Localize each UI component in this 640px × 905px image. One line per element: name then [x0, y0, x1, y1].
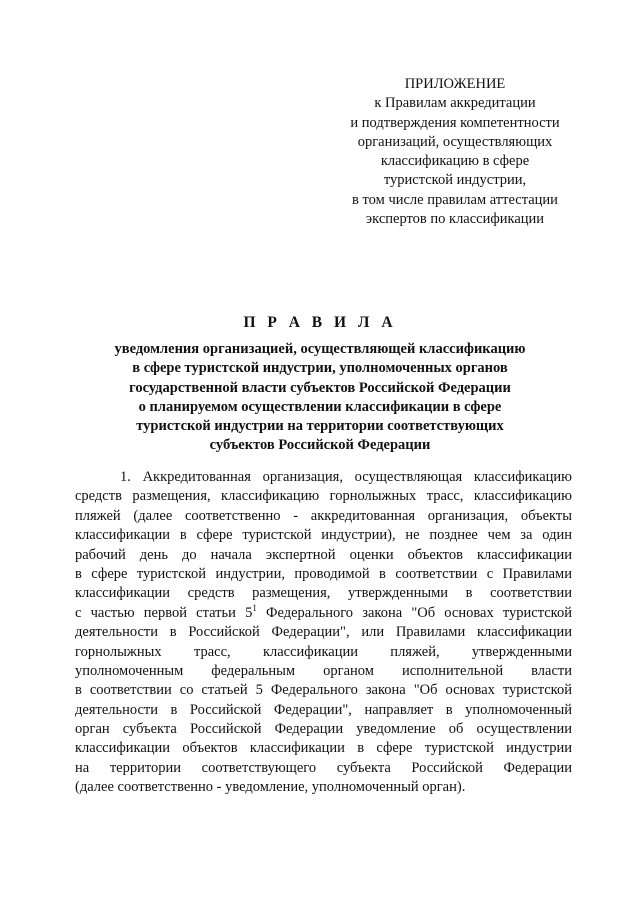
paragraph-line: горнолыжных трасс, классификации пляжей, утвержденными — [75, 643, 572, 660]
appendix-title: ПРИЛОЖЕНИЕ — [404, 76, 506, 92]
paragraph-line: в сфере туристской индустрии, проводимой в соответствии с Правилами — [75, 565, 572, 582]
paragraph-line: пляжей (далее соответственно - аккредитованная организация, объекты — [75, 507, 572, 524]
appendix-line: туристской индустрии, — [383, 172, 527, 189]
paragraph-line: классификации в сфере туристской индустрии), не позднее чем за один — [75, 527, 572, 544]
appendix-line: экспертов по классификации — [365, 211, 545, 228]
paragraph-line: классификации средств размещения, утвержденными в соответствии — [75, 585, 572, 602]
subtitle-line: государственной власти субъектов Российской Федерации — [129, 379, 511, 396]
paragraph-line: уполномоченным федеральным органом исполнительной власти — [75, 662, 572, 679]
appendix-line: и подтверждения компетентности — [350, 114, 560, 131]
paragraph-line: в соответствии со статьей 5 Федерального закона "Об основах туристской — [75, 682, 572, 699]
appendix-line: в том числе правилам аттестации — [352, 191, 558, 208]
appendix-line: к Правилам аккредитации — [374, 95, 536, 112]
subtitle-line: о планируемом осуществлении классификации в сфере — [138, 398, 502, 415]
paragraph-text: Федерального закона "Об основах туристской — [256, 604, 572, 621]
paragraph-line: деятельности в Российской Федерации", или Правилами классификации — [75, 624, 572, 641]
document-title: П Р А В И Л А — [243, 314, 397, 331]
paragraph-line: 1. Аккредитованная организация, осуществляющая классификацию — [120, 469, 572, 485]
paragraph-1 — [75, 468, 572, 798]
subtitle-line: субъектов Российской Федерации — [209, 437, 431, 454]
subtitle-line: в сфере туристской индустрии, уполномоченных органов — [132, 360, 508, 377]
paragraph-line: рабочий день до начала экспертной оценки объектов классификации — [75, 546, 572, 563]
paragraph-line: орган субъекта Российской Федерации уведомление об осуществлении — [75, 721, 572, 738]
subtitle-line: туристской индустрии на территории соответствующих — [136, 418, 504, 435]
paragraph-line-with-footnote — [75, 604, 572, 623]
appendix-line: классификацию в сфере — [380, 153, 530, 170]
footnote-marker[interactable]: 1 — [252, 602, 257, 613]
paragraph-text: с частью первой статьи 5 — [75, 604, 253, 621]
appendix-header — [330, 75, 580, 229]
subtitle-line: уведомления организацией, осуществляющей классификацию — [114, 341, 526, 357]
paragraph-line: классификации объектов классификации в сфере туристской индустрии — [75, 740, 572, 757]
paragraph-line: средств размещения, классификацию горнолыжных трасс, классификацию — [75, 488, 572, 505]
paragraph-line: (далее соответственно - уведомление, уполномоченный орган). — [75, 779, 466, 796]
appendix-line: организаций, осуществляющих — [357, 133, 553, 150]
document-subtitle — [60, 340, 580, 456]
paragraph-line: деятельности в Российской Федерации", направляет в уполномоченный — [75, 701, 572, 718]
document-title-block — [60, 313, 580, 456]
paragraph-line: на территории соответствующего субъекта Российской Федерации — [75, 759, 572, 776]
